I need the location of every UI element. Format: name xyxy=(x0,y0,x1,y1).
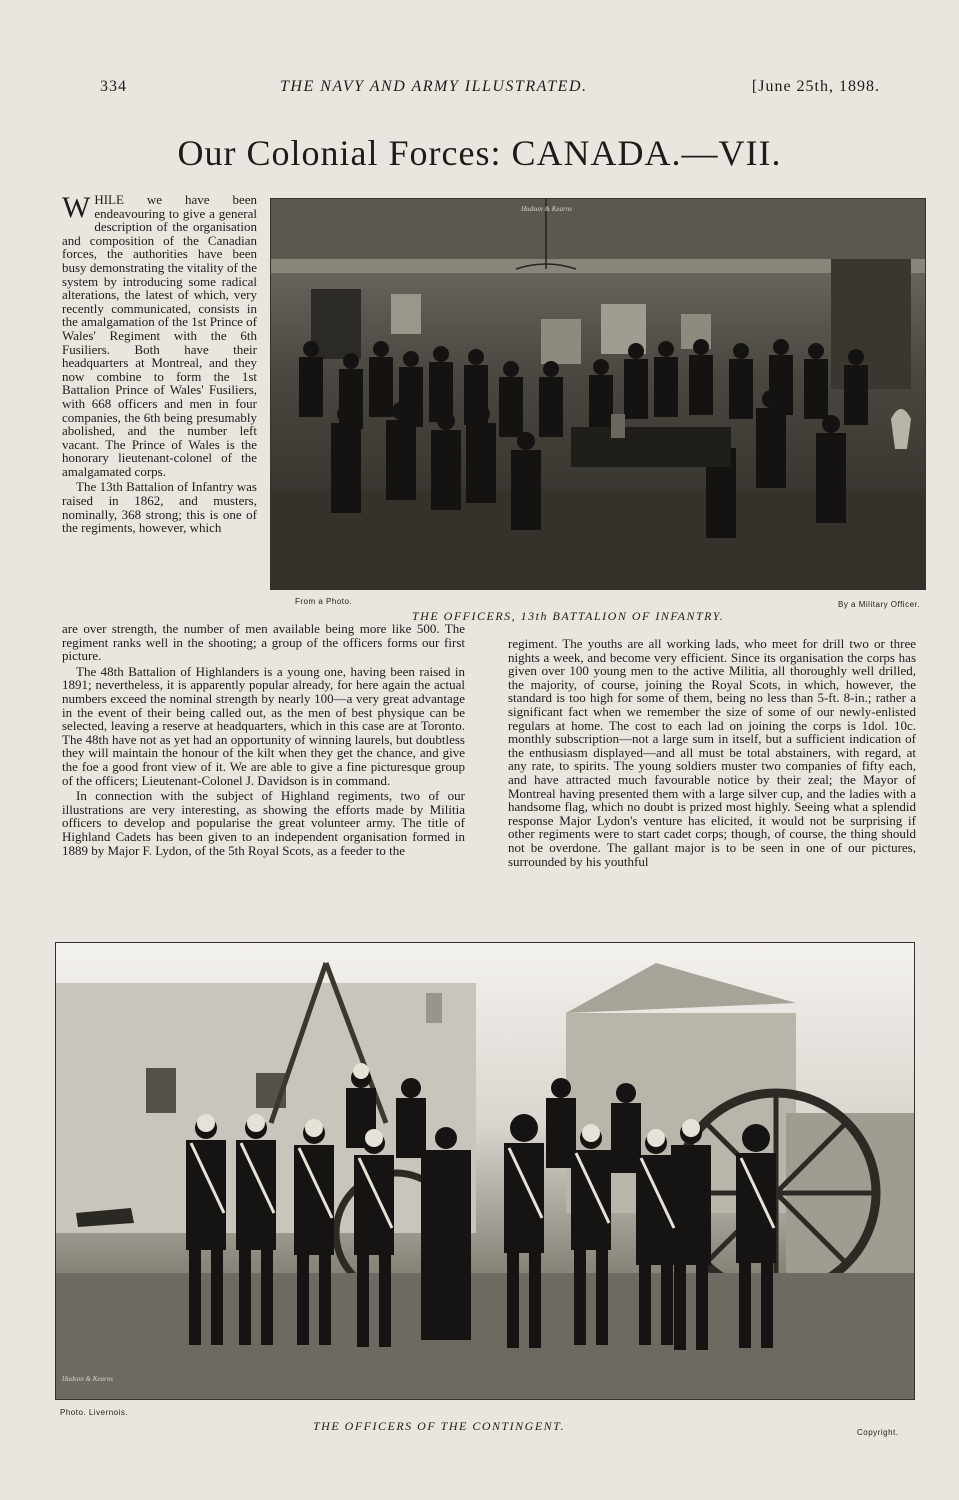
engraver-signature: Hudson & Kearns xyxy=(521,205,572,213)
officers-13th-battalion-photo xyxy=(270,198,926,590)
caption-contingent: THE OFFICERS OF THE CONTINGENT. xyxy=(313,1419,565,1433)
engraver-signature: Hudson & Kearns xyxy=(62,1375,113,1383)
page-number: 334 xyxy=(100,78,127,95)
article-column-top-left xyxy=(62,193,257,537)
caption-13th-battalion: THE OFFICERS, 13th BATTALION OF INFANTRY. xyxy=(412,609,725,623)
photo-credit-left-bottom: Photo. Livernois. xyxy=(60,1408,129,1417)
photo-credit-right-top: By a Military Officer. xyxy=(838,600,920,609)
article-column-bottom-left xyxy=(62,622,465,859)
paragraph-1: WHILE we have been endeavouring to give a general description of the organisation and composition of the Canadian forces, the authorities have been busy demonstrating the vitality of the system by introducing some radical alterations, the latest of which, very recently communicated, consists in the amalgamation of the 1st Prince of Wales' Regiment with the 6th Fusiliers. Both have their headquarters at Montreal, and they now combine to form the 1st Battalion Prince of Wales' Fusiliers, with 668 officers and men in four companies, the 6th being presumably abolished, and the number left vacant. The Prince of Wales is the honorary lieutenant-colonel of the amalgamated corps. xyxy=(62,191,257,479)
running-head xyxy=(100,78,880,100)
paragraph-5: regiment. The youths are all working lads, who meet for drill two or three nights a week, and become very efficient. Since its organisation the corps has given over 100 young men to the active Militia, all thoroughly well drilled, the majority, of course, joining the Royal Scots, in which, however, the standard is too high for some of them, being no less than 5-ft. 8-in.; rather a significant fact when we remember the size of some of our newly-enlisted regulars at home. The cost to each lad on joining the corps is 1dol. 10c. monthly subscription—not a large sum in itself, but a sufficient indication of the enthusiasm displayed—and all must be total abstainers, with regard, at any rate, to spirits. The young soldiers muster two companies of fifty each, and have attracted much favourable notice by their zeal; the Mayor of Montreal having presented them with a large silver cup, and the ladies with a handsome flag, which no doubt is prized most highly. Seeing what a splendid response Major Lydon's venture has elicited, it would not be surprising if other regiments were to start cadet corps; though, of course, the thing should not be overdone. The gallant major is to be seen in one of our pictures, surrounded by his youthful xyxy=(508,636,916,869)
journal-title: THE NAVY AND ARMY ILLUSTRATED. xyxy=(280,78,588,95)
paragraph-4: In connection with the subject of Highland regiments, two of our illustrations are very interesting, as showing the efforts made by Militia officers to develop and popularise the great volunteer army. The title of Highland Cadets has been given to an independent organisation formed in 1889 by Major F. Lydon, of the 5th Royal Scots, as a feeder to the xyxy=(62,788,465,858)
paragraph-3: The 48th Battalion of Highlanders is a young one, having been raised in 1891; nevertheless, it is apparently popular already, for here again the actual numbers exceed the nominal strength by nearly 100—a very great advantage in the event of their being called out, as the men of best physique can be selected, leaving a reserve at headquarters, which in this case are at Toronto. The 48th have not as yet had an opportunity of winning laurels, but doubtless they will maintain the honour of the kilt when they get the chance, and give the foe a good front view of it. We are able to give a fine picturesque group of the officers; Lieutenant-Colonel J. Davidson is in command. xyxy=(62,663,465,788)
drop-cap: W xyxy=(62,191,91,224)
article-column-right xyxy=(508,637,916,870)
officers-contingent-photo xyxy=(55,942,915,1400)
paragraph-2b: are over strength, the number of men available being more like 500. The regiment ranks well in the shooting; a group of the officers forms our first picture. xyxy=(62,621,465,664)
photo-credit-right-bottom: Copyright. xyxy=(857,1428,899,1437)
article-title: Our Colonial Forces: CANADA.—VII. xyxy=(177,133,782,173)
paragraph-2a: The 13th Battalion of Infantry was raised in 1862, and musters, nominally, 368 strong; this is one of the regiments, however, which xyxy=(62,479,257,536)
issue-date: [June 25th, 1898. xyxy=(751,78,880,95)
photo-credit-left-top: From a Photo. xyxy=(295,597,353,606)
